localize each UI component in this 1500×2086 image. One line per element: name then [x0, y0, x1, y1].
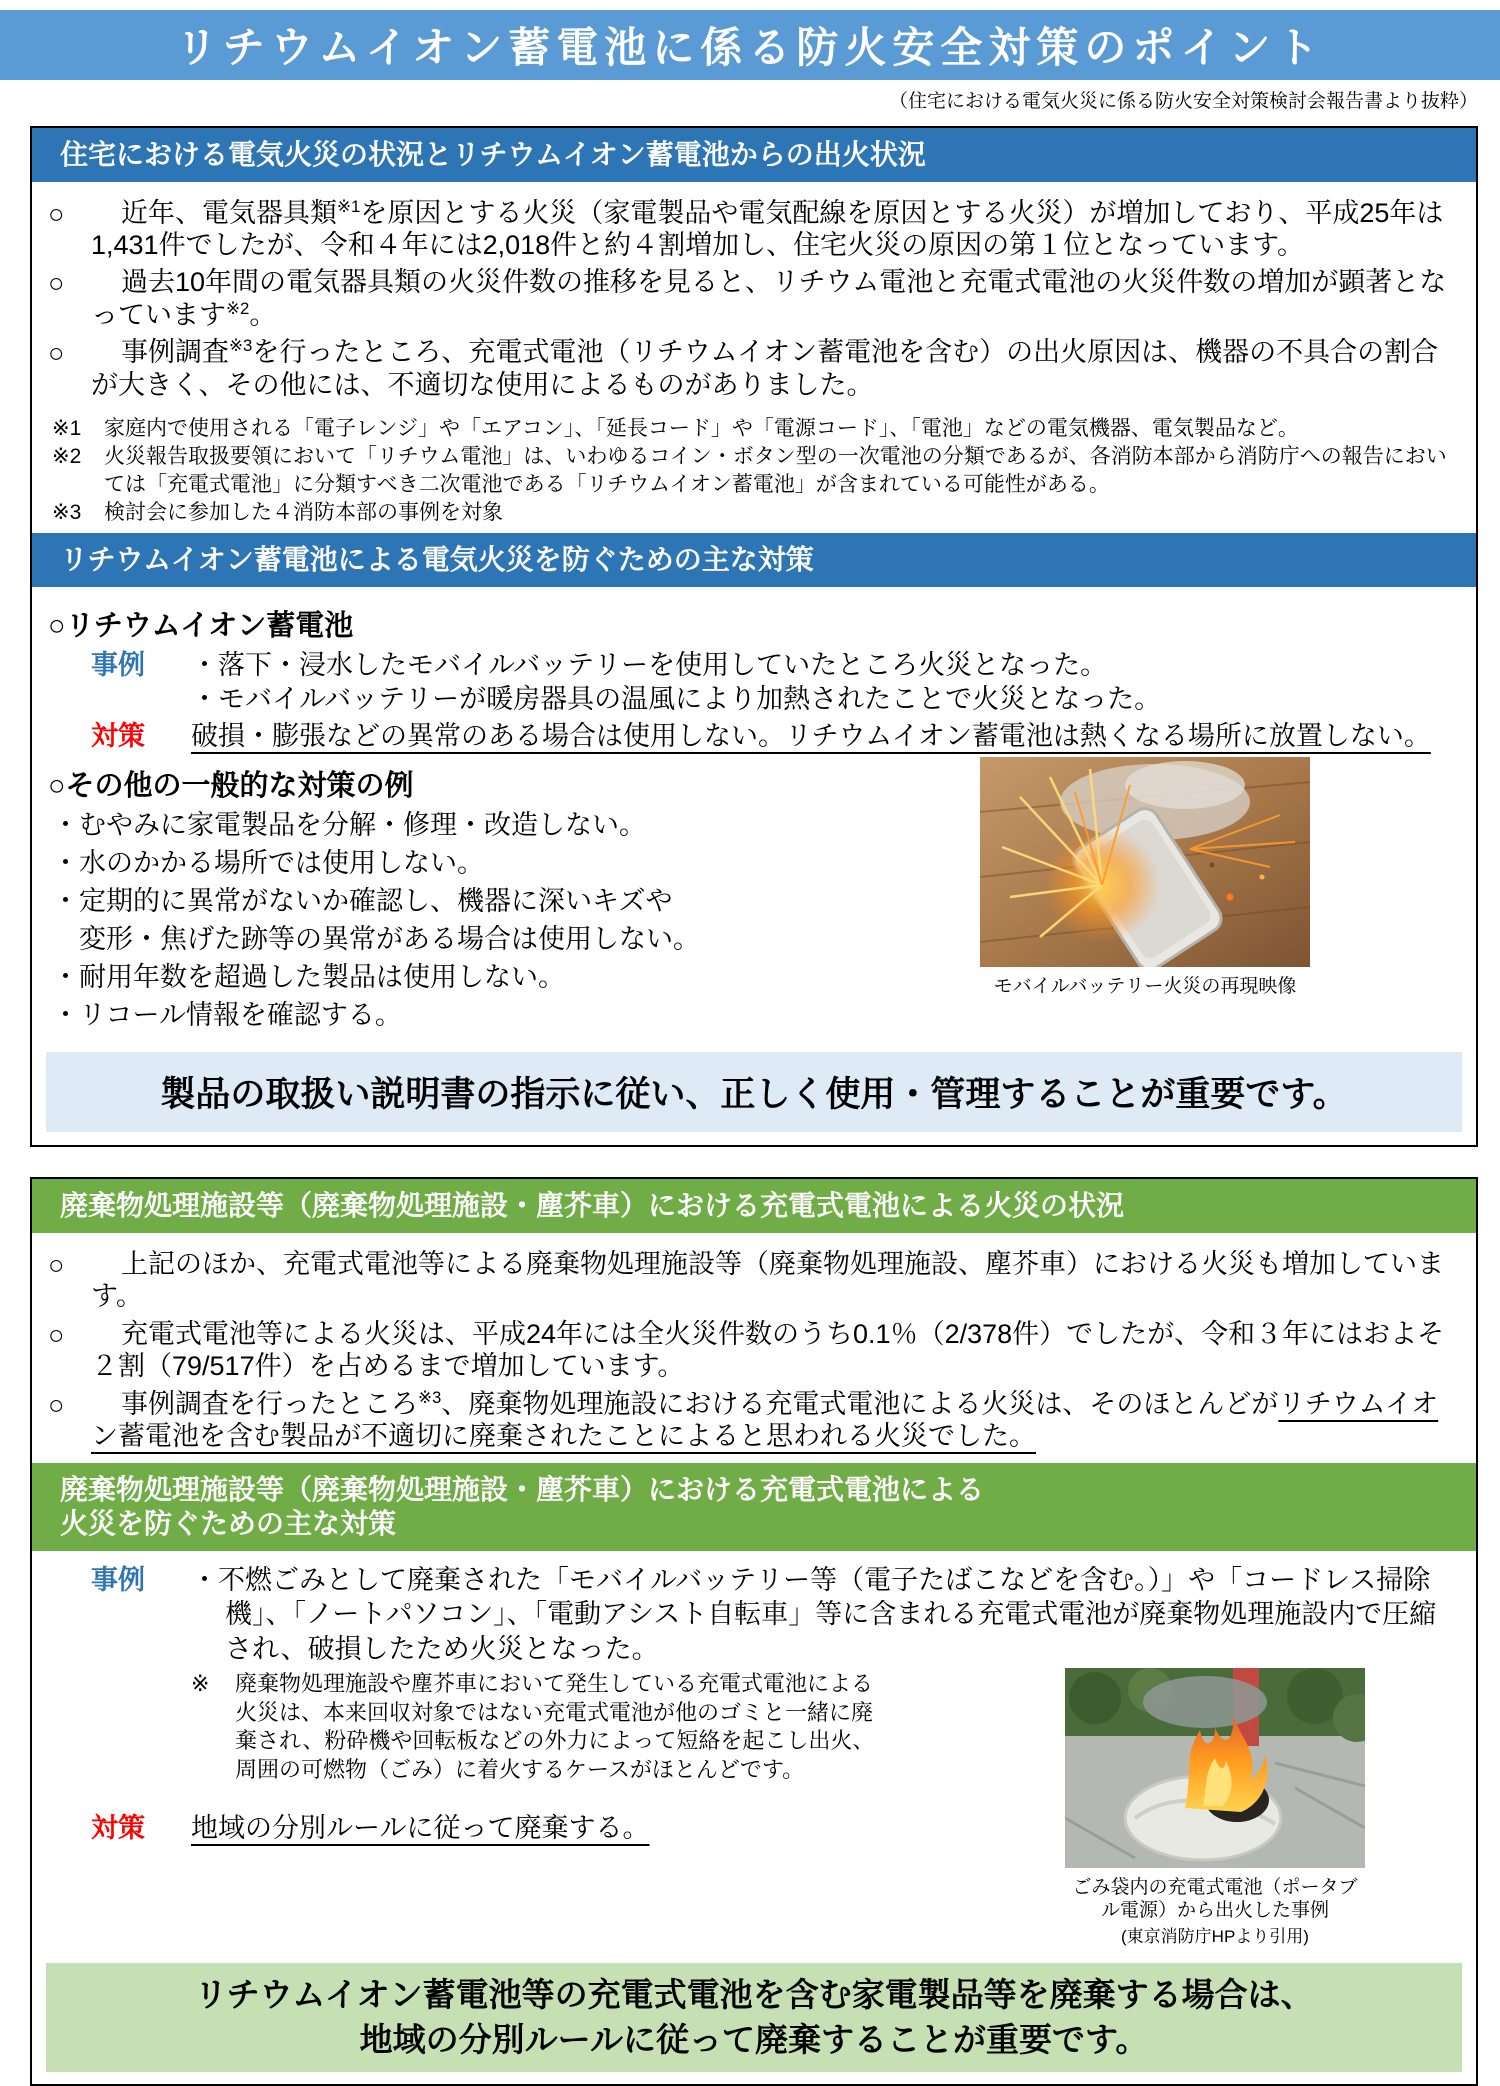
waste-note: [46, 1670, 1065, 1784]
usage-callout: 製品の取扱い説明書の指示に従い、正しく使用・管理することが重要です。: [46, 1052, 1462, 1132]
section-header-waste-measures: [32, 1463, 1476, 1550]
general-measure-item: ・耐用年数を超過した製品は使用しない。: [52, 962, 565, 993]
bullet-text-pre: 事例調査を行ったところ: [121, 1388, 418, 1419]
bullet-text-post: を原因とする火災（家電製品や電気配線を原因とする火災）が増加しており、平成25年は1,431件でしたが、令和４年には2,018件と約４割増加し、住宅火災の原因の第１位となっています。: [91, 197, 1444, 260]
figure-caption-line2: (東京消防庁HPより引用): [1121, 1926, 1309, 1946]
case-items: [191, 648, 1460, 717]
bullet-marker: ○: [48, 1319, 65, 1350]
document-title-banner: [0, 10, 1500, 80]
page-title: リチウムイオン蓄電池に係る防火安全対策のポイント: [175, 24, 1325, 71]
general-measure-item: 変形・焦げた跡等の異常がある場合は使用しない。: [52, 924, 700, 955]
bullet-text: [91, 1388, 1460, 1453]
footnote-label: ※3: [52, 500, 82, 524]
bullet-item: [46, 1388, 1460, 1453]
bullet-text: [91, 1248, 1460, 1313]
bullet-text: [91, 266, 1460, 331]
mobile-battery-fire-photo: [980, 757, 1310, 967]
bullet-text: [91, 336, 1460, 401]
mobile-battery-fire-figure: [980, 757, 1310, 1036]
footnote-ref: ※1: [337, 196, 361, 216]
footnote-label: ※1: [52, 416, 82, 440]
housing-fire-box: [30, 126, 1478, 1147]
bullet-marker: ○: [48, 198, 65, 229]
bullet-text: [91, 1318, 1460, 1383]
section-header-battery-measures: リチウムイオン蓄電池による電気火災を防ぐための主な対策: [32, 533, 1476, 587]
waste-facility-box: [30, 1177, 1478, 2086]
case-item: ・落下・浸水したモバイルバッテリーを使用していたところ火災となった。: [191, 649, 1108, 680]
case-text: ・不燃ごみとして廃棄された「モバイルバッテリー等（電子たばこなどを含む。）」や「コードレス掃除機」、「ノートパソコン」、「電動アシスト自転車」等に含まれる充電式電池が廃棄物処理施設内で圧縮され、破損したため火災となった。: [191, 1564, 1437, 1664]
case-label: 事例: [91, 1564, 145, 1595]
footnote-label: ※2: [52, 445, 82, 469]
footnote-ref: ※2: [226, 298, 250, 318]
bullet-text-pre: 充電式電池等による火災は、平成24年には全火災件数のうち0.1％（2/378件）でしたが、令和３年にはおよそ２割（79/517件）を占めるまで増加しています。: [91, 1318, 1445, 1382]
footnote-text: 家庭内で使用される「電子レンジ」や「エアコン」、「延長コード」や「電源コード」、「電池」などの電気機器、電気製品など。: [104, 416, 1299, 440]
bullet-item: [46, 1248, 1460, 1313]
disposal-callout: [46, 1963, 1462, 2072]
bullet-marker: ○: [48, 268, 65, 299]
waste-note-text: 廃棄物処理施設や塵芥車において発生している充電式電池による火災は、本来回収対象ではない充電式電池が他のゴミと一緒に廃棄され、粉砕機や回転板などの外力によって短絡を起こし出火、周囲の可燃物（ごみ）に着火するケースがほとんどです。: [235, 1671, 875, 1782]
general-measures: [46, 757, 980, 1036]
waste-measures-content: [32, 1551, 1476, 1954]
case-row: [46, 1563, 1460, 1667]
footnote-text: 火災報告取扱要領において「リチウム電池」は、いわゆるコイン・ボタン型の一次電池の分類であるが、各消防本部から消防庁への報告においては「充電式電池」に分類すべき二次電池である「リチウムイオン蓄電池」が含まれている可能性がある。: [104, 445, 1447, 496]
garbage-fire-photo: [1065, 1668, 1365, 1868]
measure-text: 破損・膨張などの異常のある場合は使用しない。リチウムイオン蓄電池は熱くなる場所に放置しない。: [191, 720, 1431, 751]
bullet-text-pre: 上記のほか、充電式電池等による廃棄物処理施設等（廃棄物処理施設、塵芥車）における火災も増加しています。: [91, 1249, 1444, 1312]
footnote-ref: ※3: [418, 1387, 442, 1407]
general-measure-item: ・水のかかる場所では使用しない。: [52, 848, 484, 879]
garbage-fire-figure: [1065, 1668, 1365, 1947]
disposal-callout-line1: リチウムイオン蓄電池等の充電式電池を含む家電製品等を廃棄する場合は、: [194, 1976, 1314, 2014]
footnote: [46, 499, 1460, 526]
footnote: [46, 415, 1460, 442]
case-item: ・モバイルバッテリーが暖房器具の温風により加熱されたことで火災となった。: [191, 684, 1162, 715]
bullet-text-pre: 過去10年間の電気器具類の火災件数の推移を見ると、リチウム電池と充電式電池の火災件数の増加が顕著となっています: [91, 267, 1447, 330]
battery-measures-content: [32, 587, 1476, 1043]
general-measures-and-photo: [46, 757, 1460, 1036]
measure-label: 対策: [91, 720, 145, 751]
battery-subsection-heading: ○リチウムイオン蓄電池: [48, 609, 354, 642]
waste-note-label: ※: [191, 1671, 210, 1697]
measure-label: 対策: [91, 1812, 145, 1843]
measure-row: [46, 719, 1460, 754]
bullet-marker: ○: [48, 338, 65, 369]
footnote-ref: ※3: [229, 336, 253, 356]
bullet-item: [46, 1318, 1460, 1383]
general-measure-item: ・リコール情報を確認する。: [52, 1000, 402, 1031]
figure-caption-line1: ごみ袋内の充電式電池（ポータブル電源）から出火した事例: [1072, 1877, 1358, 1922]
bullet-text-underlined: リチウムイオン蓄電池を含む製品が不適切に廃棄されたことによると思われる火災でした。: [91, 1388, 1439, 1451]
waste-measures-header-line2: 火災を防ぐための主な対策: [60, 1507, 397, 1539]
general-measures-heading: ○その他の一般的な対策の例: [48, 770, 414, 803]
waste-measures-header-line1: 廃棄物処理施設等（廃棄物処理施設・塵芥車）における充電式電池による: [60, 1474, 985, 1506]
footnote-text: 検討会に参加した４消防本部の事例を対象: [104, 500, 503, 524]
bullet-text-post: を行ったところ、充電式電池（リチウムイオン蓄電池を含む）の出火原因は、機器の不具合の割合が大きく、その他には、不適切な使用によるものがありました。: [91, 337, 1439, 400]
case-label: 事例: [91, 649, 145, 680]
case-row: [46, 648, 1460, 717]
section-header-housing-fire-status: 住宅における電気火災の状況とリチウムイオン蓄電池からの出火状況: [32, 128, 1476, 182]
bullet-text-mid: 、廃棄物処理施設における充電式電池による火災は、そのほとんどが: [441, 1388, 1279, 1419]
bullet-text-pre: 近年、電気器具類: [121, 197, 337, 228]
figure-caption: モバイルバッテリー火災の再現映像: [993, 976, 1297, 998]
bullet-marker: ○: [48, 1389, 65, 1420]
measure-text: 地域の分別ルールに従って廃棄する。: [191, 1812, 650, 1843]
smoke: [1143, 1676, 1267, 1728]
footnotes: [46, 415, 1460, 526]
bullet-item: [46, 197, 1460, 262]
section-header-waste-fire-status: 廃棄物処理施設等（廃棄物処理施設・塵芥車）における充電式電池による火災の状況: [32, 1179, 1476, 1233]
waste-note-and-photo: [46, 1668, 1460, 1947]
footnote: [46, 443, 1460, 498]
housing-fire-status-content: [32, 182, 1476, 534]
general-measure-item: ・むやみに家電製品を分解・修理・改造しない。: [52, 810, 646, 841]
measure-row: [46, 1811, 1065, 1846]
report-source-note: （住宅における電気火災に係る防火安全対策検討会報告書より抜粋）: [888, 91, 1478, 112]
bullet-item: [46, 336, 1460, 401]
general-measure-item: ・定期的に異常がないか確認し、機器に深いキズや: [52, 886, 673, 917]
bullet-item: [46, 266, 1460, 331]
bullet-marker: ○: [48, 1250, 65, 1281]
bullet-text: [91, 197, 1460, 262]
bullet-text-pre: 事例調査: [121, 337, 229, 368]
disposal-callout-line2: 地域の分別ルールに従って廃棄することが重要です。: [359, 2020, 1149, 2058]
bullet-text-post: 。: [249, 299, 277, 330]
waste-fire-status-content: [32, 1233, 1476, 1463]
waste-note-and-measure: [46, 1668, 1065, 1947]
